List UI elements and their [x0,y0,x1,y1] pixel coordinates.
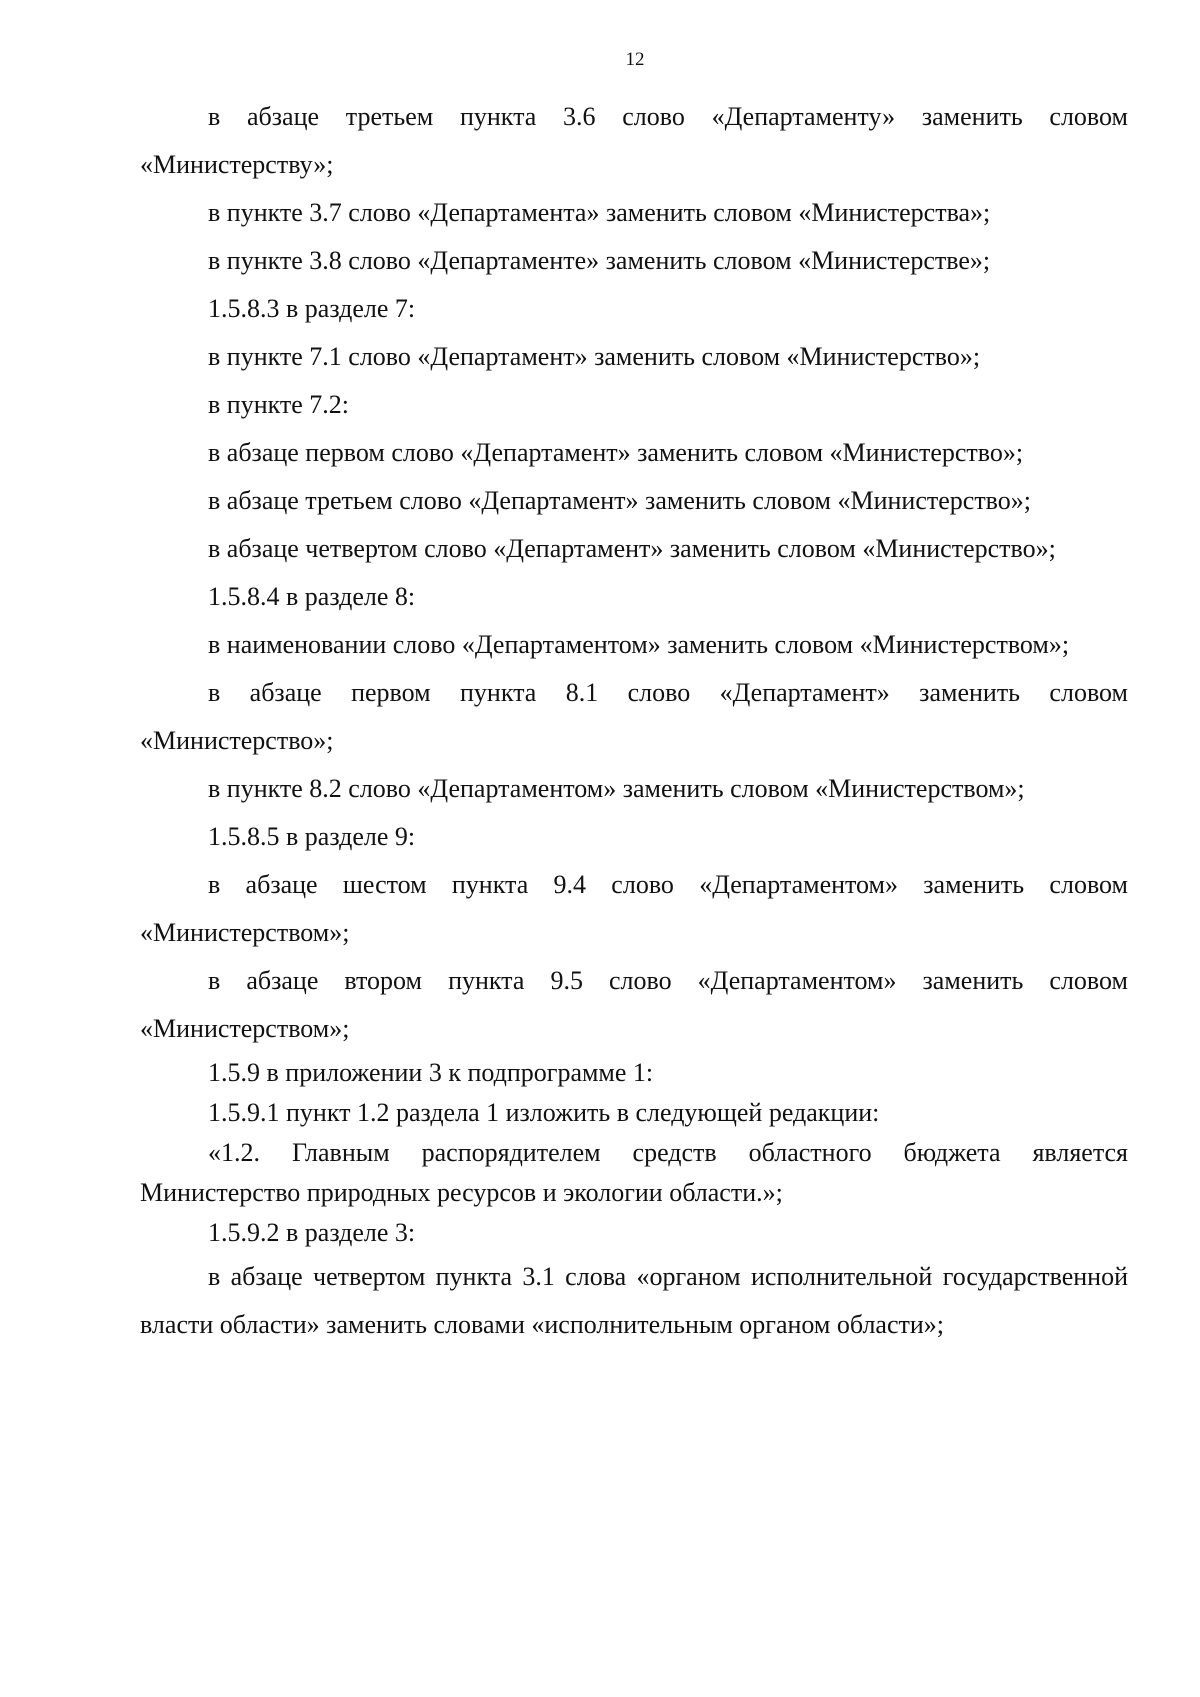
paragraph: в абзаце четвертом пункта 3.1 слова «органом исполнительной государственной власти области» заменить словами «исполнительным органом области»; [140,1262,1128,1339]
paragraph: в наименовании слово «Департаментом» заменить словом «Министерством»; [208,630,1070,659]
paragraph: в пункте 3.8 слово «Департаменте» заменить словом «Министерстве»; [208,246,991,275]
paragraph: в абзаце первом слово «Департамент» заменить словом «Министерство»; [208,438,1024,467]
paragraph: 1.5.8.3 в разделе 7: [208,294,416,323]
document-body [140,93,1128,1349]
paragraph: 1.5.9 в приложении 3 к подпрограмме 1: [208,1058,654,1087]
paragraph: 1.5.8.4 в разделе 8: [208,582,416,611]
paragraph: в абзаце втором пункта 9.5 слово «Департаментом» заменить словом «Министерством»; [140,966,1128,1043]
paragraph: в пункте 7.2: [208,390,350,419]
paragraph: 1.5.8.5 в разделе 9: [208,822,416,851]
paragraph: в абзаце третьем пункта 3.6 слово «Департаменту» заменить словом «Министерству»; [140,102,1128,179]
paragraph: в пункте 3.7 слово «Департамента» заменить словом «Министерства»; [208,198,991,227]
paragraph: в пункте 8.2 слово «Департаментом» заменить словом «Министерством»; [208,774,1025,803]
paragraph: в абзаце первом пункта 8.1 слово «Департамент» заменить словом «Министерство»; [140,678,1128,755]
paragraph: в пункте 7.1 слово «Департамент» заменить словом «Министерство»; [208,342,981,371]
paragraph: в абзаце третьем слово «Департамент» заменить словом «Министерство»; [208,486,1031,515]
paragraph: в абзаце шестом пункта 9.4 слово «Департаментом» заменить словом «Министерством»; [140,870,1128,947]
paragraph: в абзаце четвертом слово «Департамент» заменить словом «Министерство»; [208,534,1056,563]
paragraph: 1.5.9.2 в разделе 3: [208,1218,416,1247]
paragraph: «1.2. Главным распорядителем средств областного бюджета является Министерство природных ресурсов и экологии области.»; [140,1138,1128,1207]
paragraph: 1.5.9.1 пункт 1.2 раздела 1 изложить в следующей редакции: [208,1098,880,1127]
page-number: 12 [625,49,645,70]
